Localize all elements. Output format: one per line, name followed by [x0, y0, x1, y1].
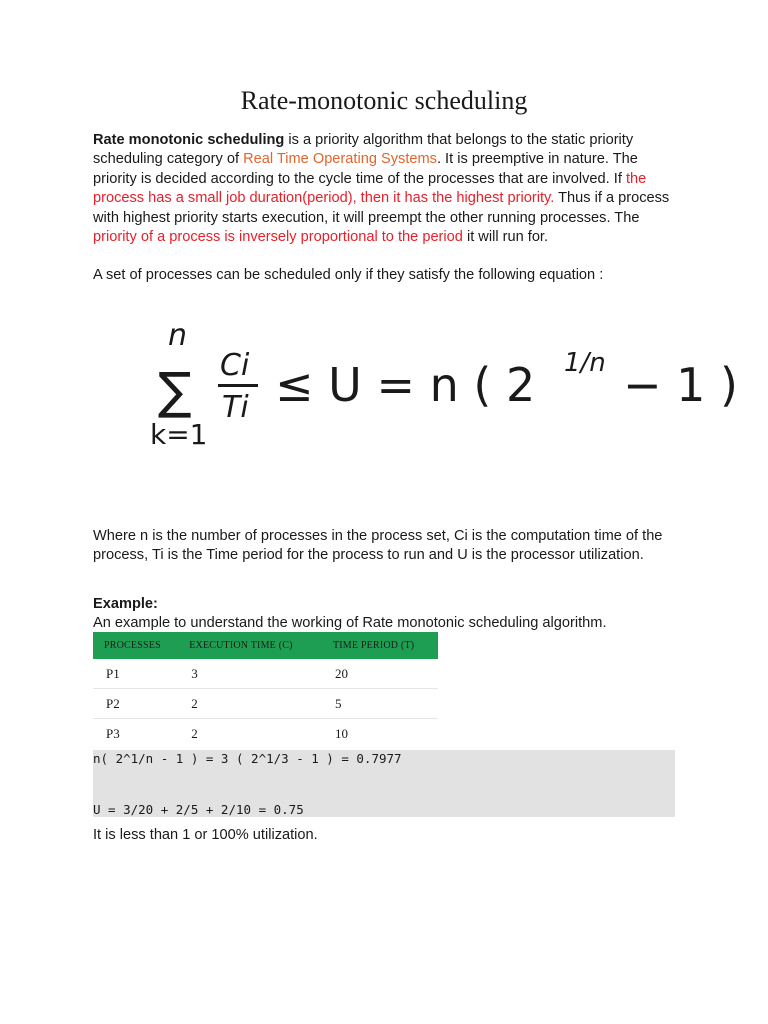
- cell-process: P2: [93, 689, 178, 719]
- rtos-link[interactable]: Real Time Operating Systems: [243, 151, 437, 168]
- intro-text-1: is a priority algorithm that belongs to the static priority scheduling category of: [93, 132, 634, 168]
- intro-paragraph: [93, 131, 683, 247]
- cell-execution-time: 3: [178, 659, 322, 689]
- equation-intro: A set of processes can be scheduled only if they satisfy the following equation :: [93, 267, 604, 283]
- bold-term: Rate monotonic scheduling: [93, 132, 285, 148]
- code-line-bound: n( 2^1/n - 1 ) = 3 ( 2^1/3 - 1 ) = 0.7977: [93, 751, 402, 766]
- formula-upper-limit: n: [168, 318, 188, 353]
- formula-exponent: 1/n: [564, 348, 606, 378]
- example-heading: Example:: [93, 596, 158, 612]
- intro-text-4: it will run for.: [462, 229, 549, 246]
- conclusion-text: It is less than 1 or 100% utilization.: [93, 827, 318, 843]
- explanation-paragraph: Where n is the number of processes in the process set, Ci is the computation time of the process, Ti is the Time period for the process to run and U is the processor utilization.: [93, 528, 663, 564]
- process-table: [93, 632, 438, 748]
- code-block: [93, 750, 675, 817]
- table-header-row: [93, 632, 438, 659]
- table-row: [93, 689, 438, 719]
- formula-numerator: Ci: [220, 348, 250, 383]
- table-row: [93, 659, 438, 689]
- formula-fraction-bar: [218, 384, 258, 387]
- cell-execution-time: 2: [191, 725, 198, 741]
- page-title: Rate-monotonic scheduling: [240, 86, 528, 115]
- header-execution-time: EXECUTION TIME (C): [178, 632, 322, 659]
- cell-time-period: 5: [322, 689, 438, 719]
- example-text: An example to understand the working of Rate monotonic scheduling algorithm.: [93, 615, 607, 632]
- formula-denominator: Ti: [222, 390, 249, 425]
- cell-process: P1: [93, 659, 178, 689]
- cell-time-period: 20: [322, 659, 438, 689]
- table-row: [93, 719, 438, 749]
- formula-lower-limit: k=1: [150, 418, 208, 451]
- example-block: [93, 595, 683, 634]
- cell-execution-time: 2: [178, 689, 322, 719]
- formula-tail: − 1 ): [623, 358, 738, 412]
- highlight-inverse-priority: priority of a process is inversely proportional to the period: [93, 229, 463, 246]
- header-time-period: TIME PERIOD (T): [322, 632, 438, 659]
- cell-time-period: 10: [334, 725, 348, 741]
- code-line-utilization: U = 3/20 + 2/5 + 2/10 = 0.75: [93, 802, 304, 817]
- utilization-formula: [140, 318, 740, 458]
- cell-process: P3: [106, 725, 120, 741]
- intro-text-2: . It is preemptive in nature. The priority is decided according to the cycle time of the processes that are involved. If: [93, 151, 638, 187]
- formula-inequality: ≤ U = n ( 2: [275, 358, 536, 412]
- highlight-small-period: the process has a small job duration(period), then it has the highest priority.: [93, 170, 647, 207]
- formula-sigma: ∑: [158, 362, 192, 420]
- header-processes: PROCESSES: [93, 632, 178, 659]
- intro-text-3: Thus if a process with highest priority starts execution, it will preempt the other running processes. The: [93, 190, 670, 226]
